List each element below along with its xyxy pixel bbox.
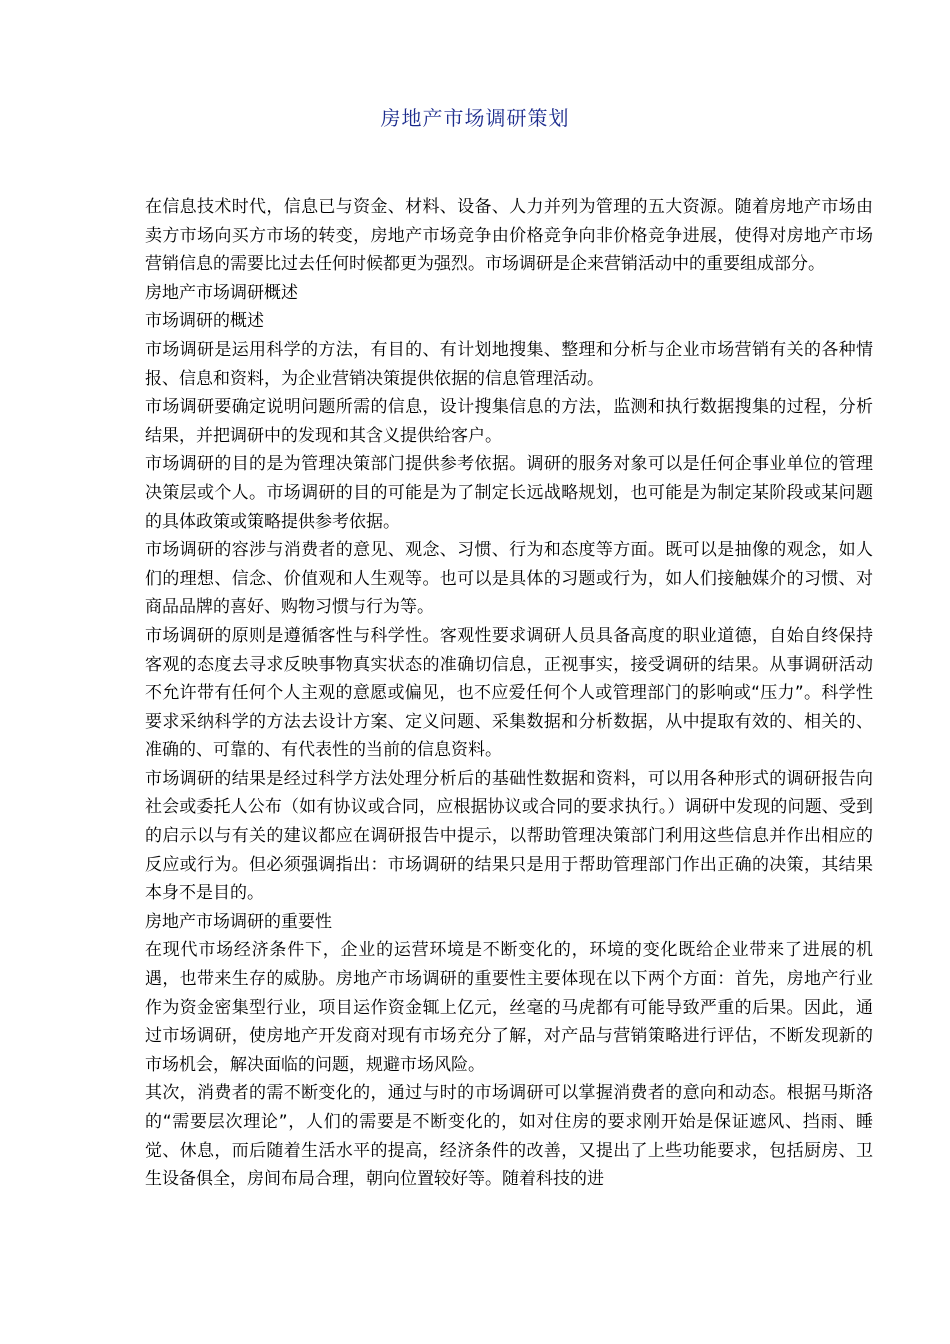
heading-importance: 房地产市场调研的重要性 [145,911,332,932]
document-title: 房地产市场调研策划 [380,106,570,130]
paragraph-importance-second: 其次，消费者的需不断变化的，通过与时的市场调研可以掌握消费者的意向和动态。根据马斯洛的“需要层次理论”，人们的需要是不断变化的，如对住房的要求刚开始是保证遮风、挡雨、睡觉、休息，而后随着生活水平的提高，经济条件的改善，又提出了上些功能要求，包括厨房、卫生设备俱全，房间布局合理，朝向位置较好等。随着科技的进 [145,1083,873,1190]
paragraph-content: 市场调研的容涉与消费者的意见、观念、习惯、行为和态度等方面。既可以是抽像的观念，如人们的理想、信念、价值观和人生观等。也可以是具体的习题或行为，如人们接触媒介的习惯、对商品品牌的喜好、购物习惯与行为等。 [145,540,873,618]
document-body [145,193,873,1194]
subheading-overview: 市场调研的概述 [145,311,264,332]
heading-overview: 房地产市场调研概述 [145,282,298,303]
paragraph-results: 市场调研的结果是经过科学方法处理分析后的基础性数据和资料，可以用各种形式的调研报告向社会或委托人公布（如有协议或合同，应根据协议或合同的要求执行。）调研中发现的问题、受到的启示以与有关的建议都应在调研报告中提示，以帮助管理决策部门利用这些信息并作出相应的反应或行为。但必须强调指出：市场调研的结果只是用于帮助管理部门作出正确的决策，其结果本身不是目的。 [145,768,873,904]
paragraph-information: 市场调研要确定说明问题所需的信息，设计搜集信息的方法，监测和执行数据搜集的过程，分析结果，并把调研中的发现和其含义提供给客户。 [145,397,873,446]
paragraph-importance-first: 在现代市场经济条件下，企业的运营环境是不断变化的，环境的变化既给企业带来了进展的机遇，也带来生存的威胁。房地产市场调研的重要性主要体现在以下两个方面：首先，房地产行业作为资金密集型行业，项目运作资金辄上亿元，丝毫的马虎都有可能导致严重的后果。因此，通过市场调研，使房地产开发商对现有市场充分了解，对产品与营销策略进行评估，不断发现新的市场机会，解决面临的问题，规避市场风险。 [145,940,873,1075]
paragraph-purpose: 市场调研的目的是为管理决策部门提供参考依据。调研的服务对象可以是任何企事业单位的管理决策层或个人。市场调研的目的可能是为了制定长远战略规划，也可能是为制定某阶段或某问题的具体政策或策略提供参考依据。 [145,454,873,532]
paragraph-principles: 市场调研的原则是遵循客性与科学性。客观性要求调研人员具备高度的职业道德，自始自终保持客观的态度去寻求反映事物真实状态的准确切信息，正视事实，接受调研的结果。从事调研活动不允许带有任何个人主观的意愿或偏见，也不应爱任何个人或管理部门的影响或“压力”。科学性要求采纳科学的方法去设计方案、定义问题、采集数据和分析数据，从中提取有效的、相关的、准确的、可靠的、有代表性的当前的信息资料。 [145,625,873,761]
paragraph-intro: 在信息技术时代，信息已与资金、材料、设备、人力并列为管理的五大资源。随着房地产市场由卖方市场向买方市场的转变，房地产市场竞争由价格竞争向非价格竞争进展，使得对房地产市场营销信息的需要比过去任何时候都更为强烈。市场调研是企来营销活动中的重要组成部分。 [145,197,873,275]
paragraph-definition: 市场调研是运用科学的方法，有目的、有计划地搜集、整理和分析与企业市场营销有关的各种情报、信息和资料，为企业营销决策提供依据的信息管理活动。 [145,339,873,389]
